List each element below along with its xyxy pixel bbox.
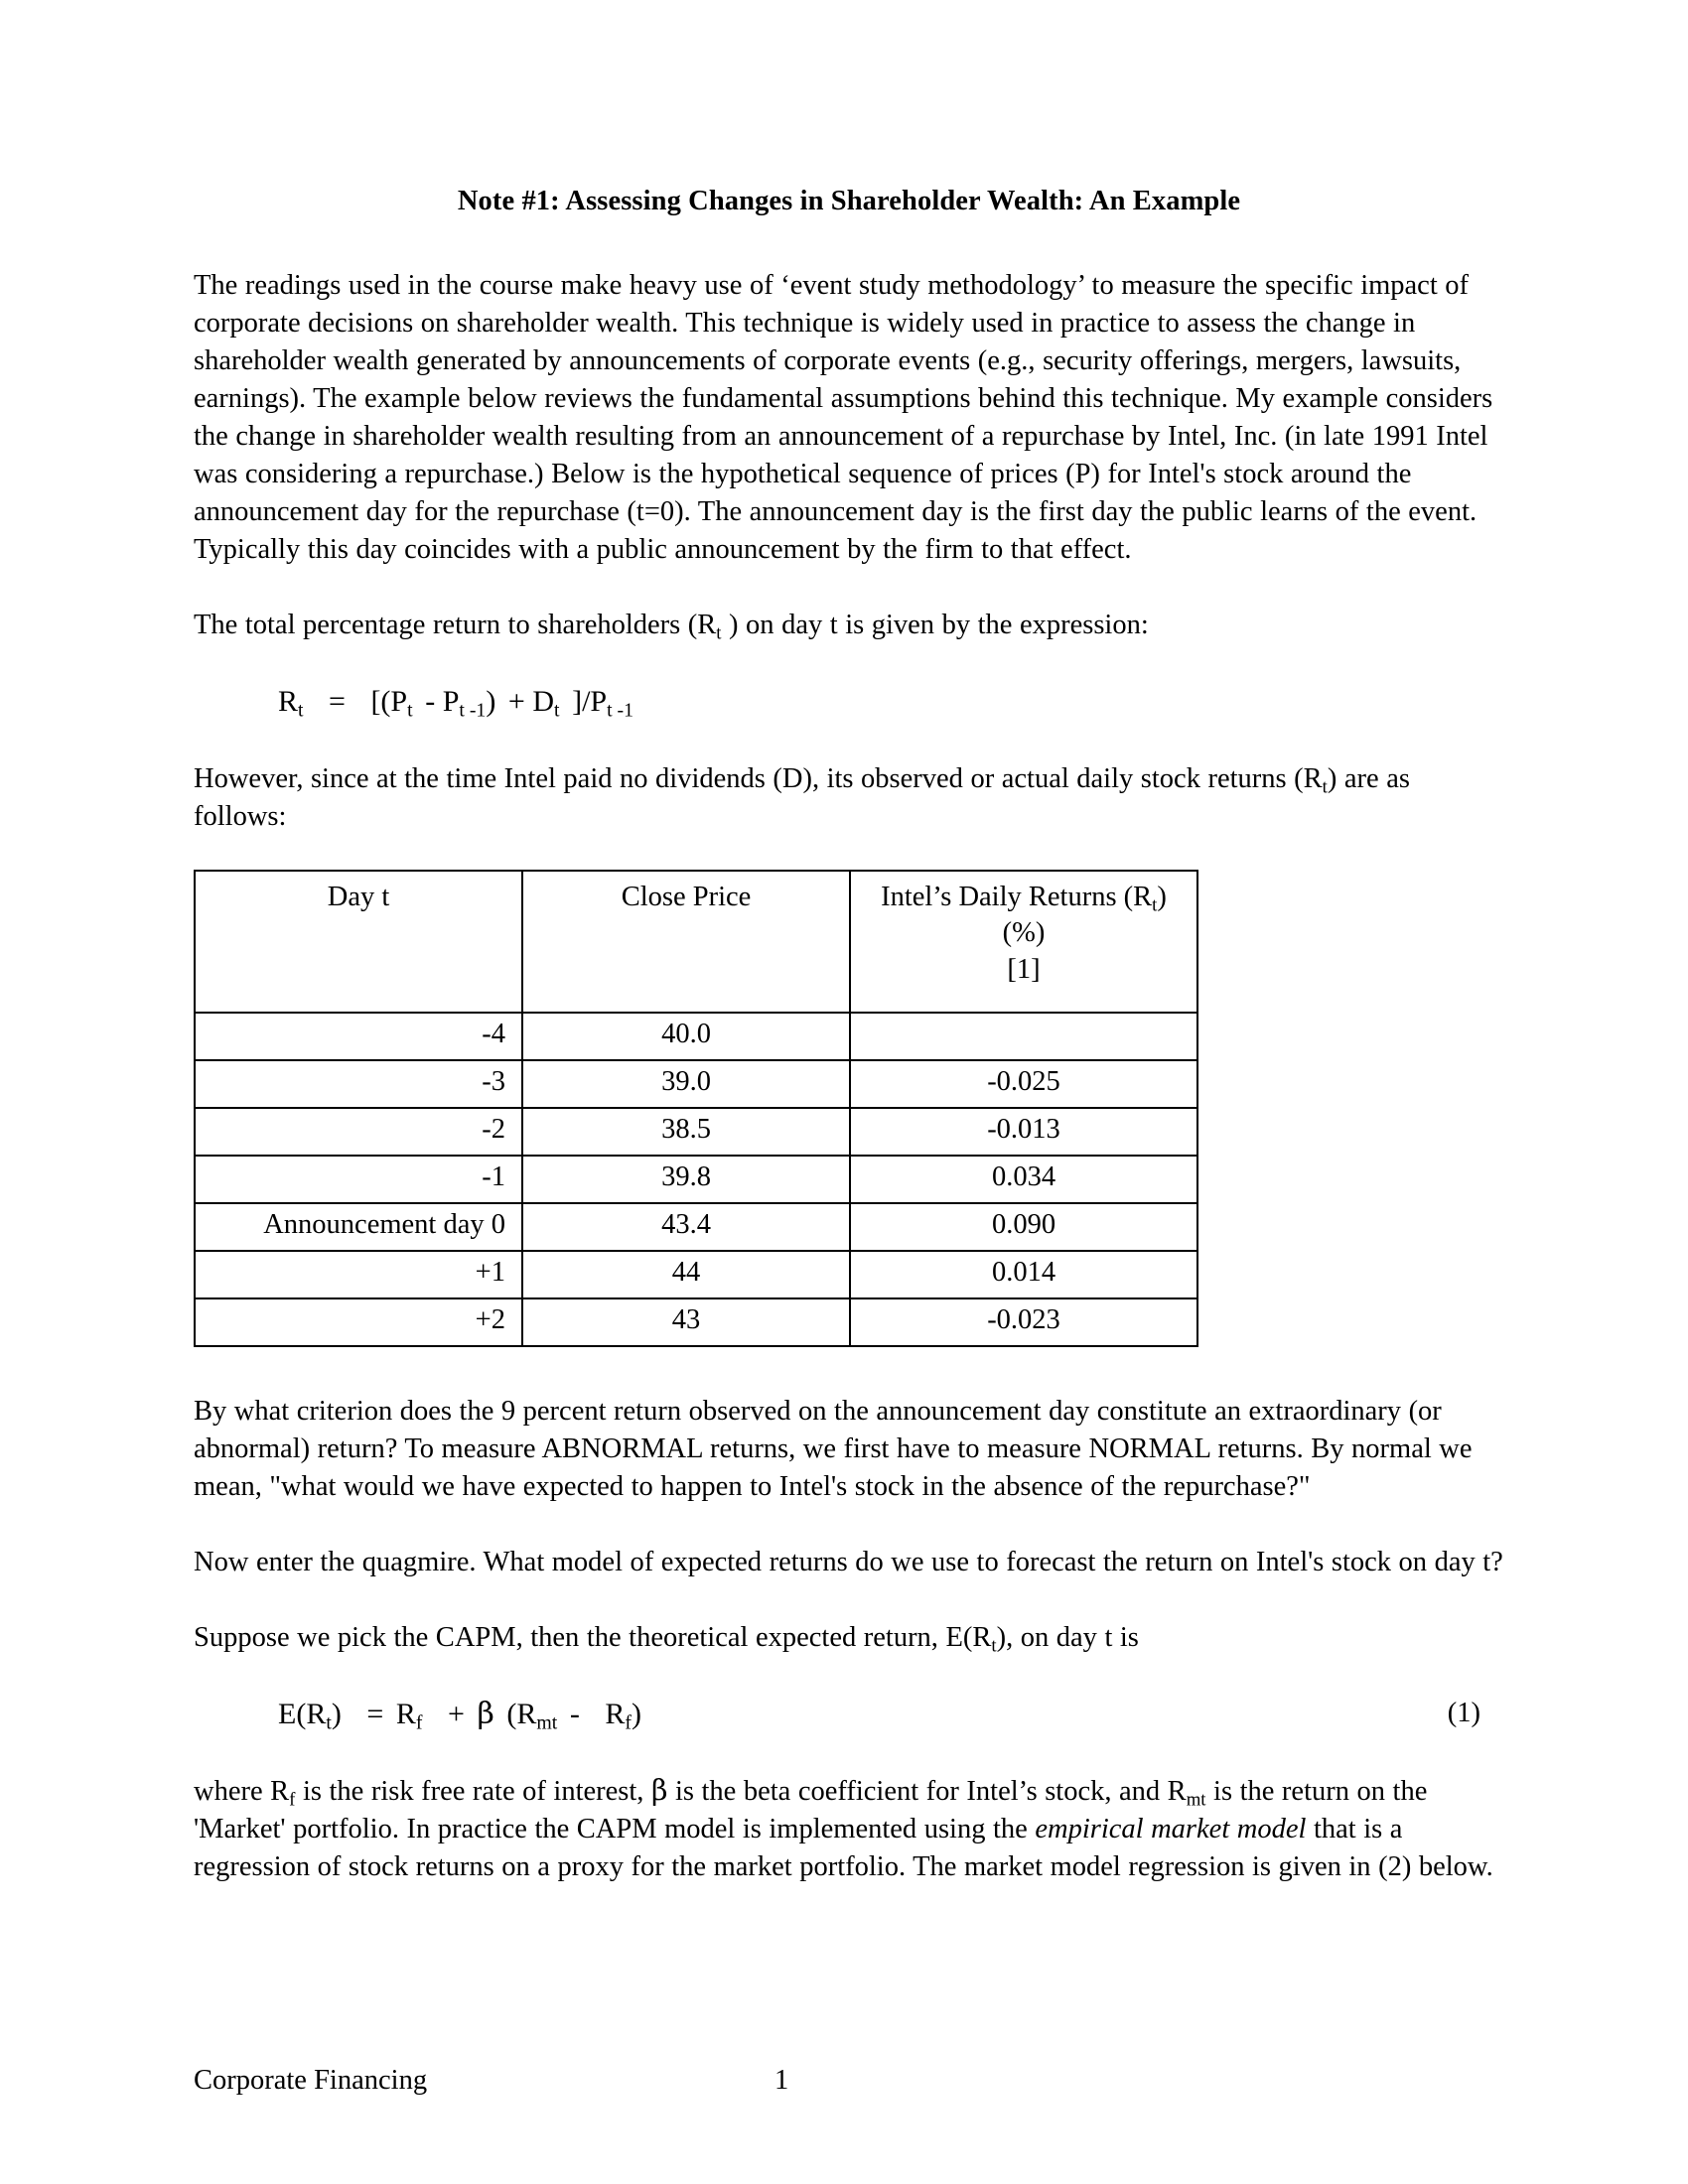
eq-capm-open: (R xyxy=(506,1697,537,1730)
total-return-lead-text-a: The total percentage return to shareholders (R xyxy=(194,610,717,640)
cell-return: 0.090 xyxy=(850,1203,1197,1251)
cell-close-price: 39.0 xyxy=(522,1060,850,1108)
eq-return-rhs-open: [(P xyxy=(370,685,408,719)
document-content xyxy=(194,184,1504,1925)
cell-close-price: 43.4 xyxy=(522,1203,850,1251)
eq-capm-plus: + xyxy=(447,1697,465,1730)
where-text-5: that is a regression of stock returns on a proxy for the market portfolio. The market model regression is given in (2) below. xyxy=(194,1814,1493,1883)
subscript-f: f xyxy=(289,1789,296,1811)
paragraph-no-dividends xyxy=(194,760,1504,836)
capm-lead-text-b: ), on day t is xyxy=(996,1621,1139,1653)
paragraph-quagmire: Now enter the quagmire. What model of expected returns do we use to forecast the return on Intel's stock on day t? xyxy=(194,1546,1503,1577)
cell-day: -4 xyxy=(195,1013,522,1060)
returns-header-line1 xyxy=(863,880,1185,915)
eq-return-equals: = xyxy=(329,685,346,719)
table-row-announcement xyxy=(195,1203,1197,1251)
total-return-lead-text-b: ) on day t is given by the expression: xyxy=(721,610,1149,640)
no-dividends-text-b: ) are as follows: xyxy=(194,762,1410,832)
returns-header-sub: t xyxy=(1152,893,1158,915)
equation-return-formula xyxy=(194,682,1504,723)
eq-return-p2-sub: t -1 xyxy=(459,699,487,722)
eq-return-p1-sub: t xyxy=(407,699,413,722)
returns-header-text-b: ) xyxy=(1157,881,1167,912)
where-text-3: is the beta coefficient for Intel’s stock, and R xyxy=(667,1776,1187,1808)
beta-symbol: β xyxy=(650,1774,668,1808)
cell-return: 0.014 xyxy=(850,1251,1197,1298)
eq-return-close-paren: ) xyxy=(486,685,496,719)
column-header-daily-returns xyxy=(850,871,1197,1013)
intel-returns-table xyxy=(194,870,1198,1347)
eq-capm-lhs-close: ) xyxy=(331,1697,342,1730)
eq-capm-rf2: R xyxy=(605,1697,626,1730)
table-row xyxy=(195,1156,1197,1203)
capm-lead-text-a: Suppose we pick the CAPM, then the theoretical expected return, E(R xyxy=(194,1621,992,1653)
cell-return: 0.034 xyxy=(850,1156,1197,1203)
cell-return: -0.023 xyxy=(850,1298,1197,1346)
page-title: Note #1: Assessing Changes in Shareholder Wealth: An Example xyxy=(457,186,1241,216)
eq-return-d-sub: t xyxy=(554,699,560,722)
eq-capm-equals: = xyxy=(366,1697,384,1730)
equation-number: (1) xyxy=(1447,1697,1480,1728)
cell-close-price: 43 xyxy=(522,1298,850,1346)
column-header-day: Day t xyxy=(195,871,522,1013)
eq-return-minus: - P xyxy=(425,685,460,719)
eq-capm-rmt-sub: mt xyxy=(536,1711,558,1734)
eq-capm-rf-sub: f xyxy=(415,1711,423,1734)
cell-return: -0.025 xyxy=(850,1060,1197,1108)
eq-capm-lhs-sub: t xyxy=(326,1711,332,1734)
equation-capm xyxy=(194,1695,1504,1735)
returns-table-wrapper xyxy=(194,870,1504,1347)
footer-course-name: Corporate Financing xyxy=(194,2065,428,2096)
eq-capm-minus: - xyxy=(569,1697,580,1730)
eq-capm-lhs: E(R xyxy=(278,1697,327,1730)
eq-capm-beta: β xyxy=(477,1696,494,1731)
subscript-t: t xyxy=(716,622,722,644)
subscript-t-3: t xyxy=(991,1635,997,1657)
cell-close-price: 44 xyxy=(522,1251,850,1298)
returns-header-line3: [1] xyxy=(1007,953,1041,985)
where-text-2: is the risk free rate of interest, xyxy=(295,1776,651,1808)
returns-header-text-a: Intel’s Daily Returns (R xyxy=(881,881,1153,912)
table-row xyxy=(195,1298,1197,1346)
table-head xyxy=(195,871,1197,1013)
column-header-close-price: Close Price xyxy=(522,871,850,1013)
eq-capm-rf: R xyxy=(395,1697,416,1730)
cell-day: Announcement day 0 xyxy=(195,1203,522,1251)
cell-close-price: 38.5 xyxy=(522,1108,850,1156)
cell-day: -1 xyxy=(195,1156,522,1203)
cell-return xyxy=(850,1013,1197,1060)
table-row xyxy=(195,1108,1197,1156)
eq-return-lhs-sub: t xyxy=(298,699,304,722)
table-header-row xyxy=(195,871,1197,1013)
subscript-mt: mt xyxy=(1186,1789,1206,1811)
cell-close-price: 40.0 xyxy=(522,1013,850,1060)
cell-close-price: 39.8 xyxy=(522,1156,850,1203)
table-row xyxy=(195,1251,1197,1298)
where-text-4: is the return on the 'Market' portfolio. In practice the CAPM model is implemented using the xyxy=(194,1776,1428,1845)
eq-return-last-sub: t -1 xyxy=(607,699,634,722)
cell-day: -2 xyxy=(195,1108,522,1156)
eq-return-plus: + D xyxy=(507,685,554,719)
eq-return-bracket: ]/P xyxy=(572,685,608,719)
eq-return-lhs: R xyxy=(278,685,299,719)
paragraph-criterion: By what criterion does the 9 percent return observed on the announcement day constitute an extraordinary (or abnormal) return? To measure ABNORMAL returns, we first have to measure NORMAL returns. By normal we mean, "what would we have expected to happen to Intel's stock in the absence of the repurchase?" xyxy=(194,1395,1473,1502)
table-body xyxy=(195,1013,1197,1346)
where-text-1: where R xyxy=(194,1776,290,1808)
paragraph-where-definitions xyxy=(194,1772,1504,1886)
subscript-t-2: t xyxy=(1322,775,1328,797)
paragraph-capm-lead xyxy=(194,1619,1504,1657)
returns-header-line2: (%) xyxy=(1002,917,1046,949)
cell-day: +2 xyxy=(195,1298,522,1346)
cell-day: -3 xyxy=(195,1060,522,1108)
page-footer xyxy=(194,2065,1504,2097)
eq-capm-close: ) xyxy=(632,1697,641,1730)
paragraph-intro: The readings used in the course make heavy use of ‘event study methodology’ to measure the specific impact of corporate decisions on shareholder wealth. This technique is widely used in practice to assess the change in shareholder wealth generated by announcements of corporate events (e.g., security offerings, mergers, lawsuits, earnings). The example below reviews the fundamental assumptions behind this technique. My example considers the change in shareholder wealth resulting from an announcement of a repurchase by Intel, Inc. (in late 1991 Intel was considering a repurchase.) Below is the hypothetical sequence of prices (P) for Intel's stock around the announcement day for the repurchase (t=0). The announcement day is the first day the public learns of the event. Typically this day coincides with a public announcement by the firm to that effect. xyxy=(194,269,1493,565)
table-row xyxy=(195,1060,1197,1108)
footer-page-number: 1 xyxy=(774,2065,789,2096)
paragraph-total-return-lead xyxy=(194,607,1504,644)
table-row xyxy=(195,1013,1197,1060)
no-dividends-text-a: However, since at the time Intel paid no dividends (D), its observed or actual daily stock returns (R xyxy=(194,762,1323,794)
eq-capm-rf2-sub: f xyxy=(625,1711,632,1734)
emphasis-empirical-market-model: empirical market model xyxy=(1035,1814,1307,1845)
cell-day: +1 xyxy=(195,1251,522,1298)
cell-return: -0.013 xyxy=(850,1108,1197,1156)
